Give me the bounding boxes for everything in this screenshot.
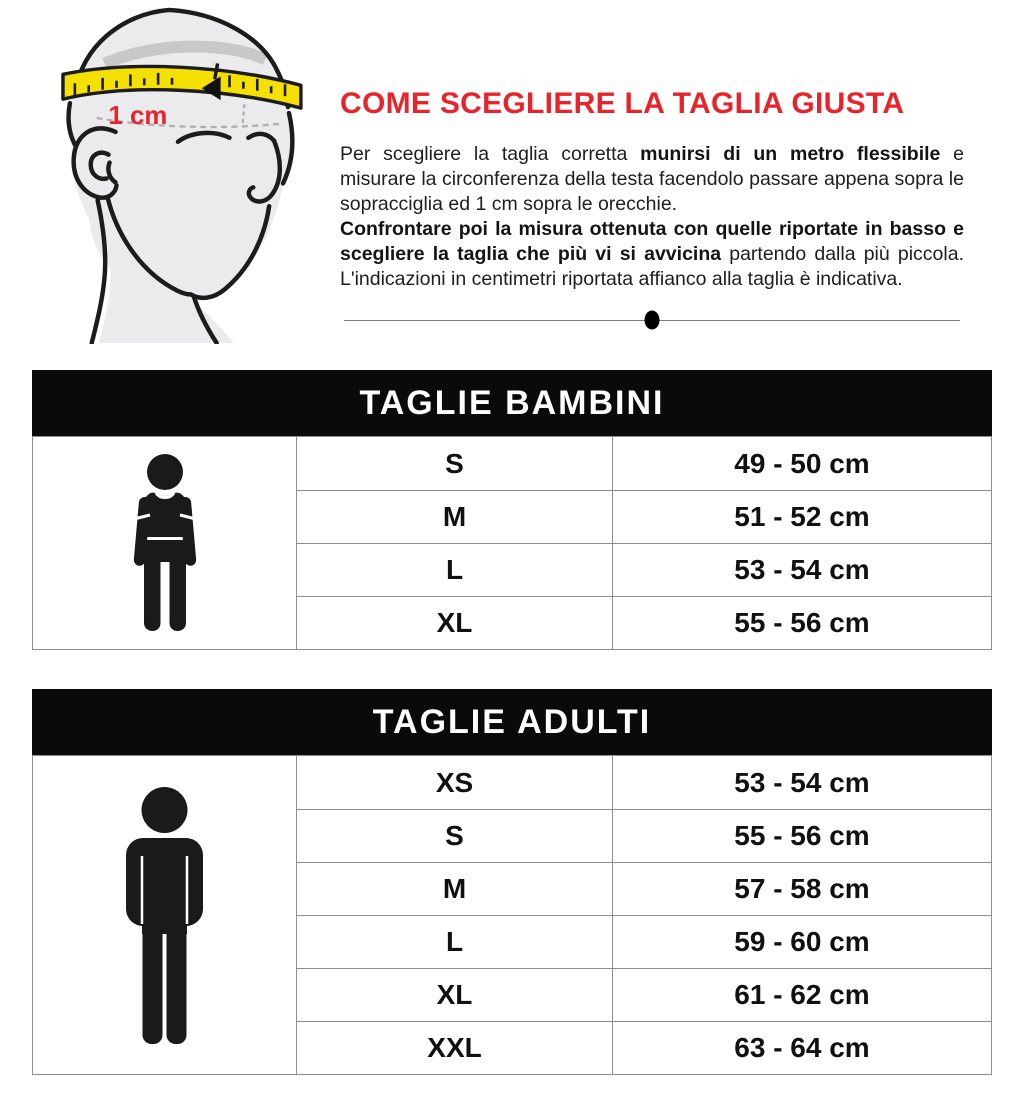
instructions-text (340, 142, 964, 292)
size-cell: L (296, 543, 613, 596)
size-cell: XXL (296, 1021, 613, 1074)
range-cell: 63 - 64 cm (613, 1021, 991, 1074)
head-measure-illustration (18, 2, 328, 344)
range-cell: 51 - 52 cm (613, 490, 991, 543)
p1-bold: munirsi di un metro flessibile (640, 142, 941, 165)
range-cell: 53 - 54 cm (613, 543, 991, 596)
child-figure-svg (132, 453, 198, 633)
adult-figure-svg (116, 786, 213, 1044)
range-cell: 59 - 60 cm (613, 915, 991, 968)
adult-sizes-section (32, 689, 992, 1075)
size-cell: XS (296, 756, 613, 809)
section-divider (340, 311, 964, 330)
instructions-paragraph-1 (340, 142, 964, 217)
range-cell: 53 - 54 cm (734, 766, 870, 798)
head-measure-svg (18, 2, 328, 344)
p1-normal-2: e misurare la circonferenza della testa facendolo passare appena sopra le sopracciglia ed 1 cm sopra le orecchie. (340, 142, 965, 215)
p1-normal-1: Per scegliere la taglia corretta (340, 142, 641, 165)
children-sizes-section (32, 370, 992, 650)
range-cell: 55 - 56 cm (613, 596, 991, 649)
size-cell: M (296, 490, 613, 543)
range-cell: 61 - 62 cm (613, 968, 991, 1021)
range-cell: 57 - 58 cm (613, 862, 991, 915)
children-size-table (32, 436, 992, 650)
range-cell: 49 - 50 cm (734, 447, 870, 479)
page-title: COME SCEGLIERE LA TAGLIA GIUSTA (340, 87, 905, 120)
child-figure-icon (33, 437, 296, 649)
size-cell: M (296, 862, 613, 915)
p2-normal: partendo dalla più piccola. L'indicazioni in centimetri riportata affianco alla taglia è indicativa. (340, 242, 964, 290)
instructions-paragraph-2 (340, 217, 964, 292)
children-table-header: TAGLIE BAMBINI (32, 370, 992, 436)
size-cell: XL (296, 596, 613, 649)
size-cell: L (296, 915, 613, 968)
size-cell: XL (296, 968, 613, 1021)
size-cell: S (296, 437, 613, 490)
one-cm-label: 1 cm (108, 101, 168, 130)
p2-bold: Confrontare poi la misura ottenuta con quelle riportate in basso e scegliere la taglia che più vi si avvicina (340, 217, 964, 265)
instructions-column (340, 88, 964, 330)
adult-size-table (32, 755, 992, 1075)
adult-table-header: TAGLIE ADULTI (32, 689, 992, 755)
size-cell: S (296, 809, 613, 862)
adult-figure-icon (33, 756, 296, 1074)
divider-dot-icon (645, 311, 660, 330)
range-cell: 55 - 56 cm (613, 809, 991, 862)
